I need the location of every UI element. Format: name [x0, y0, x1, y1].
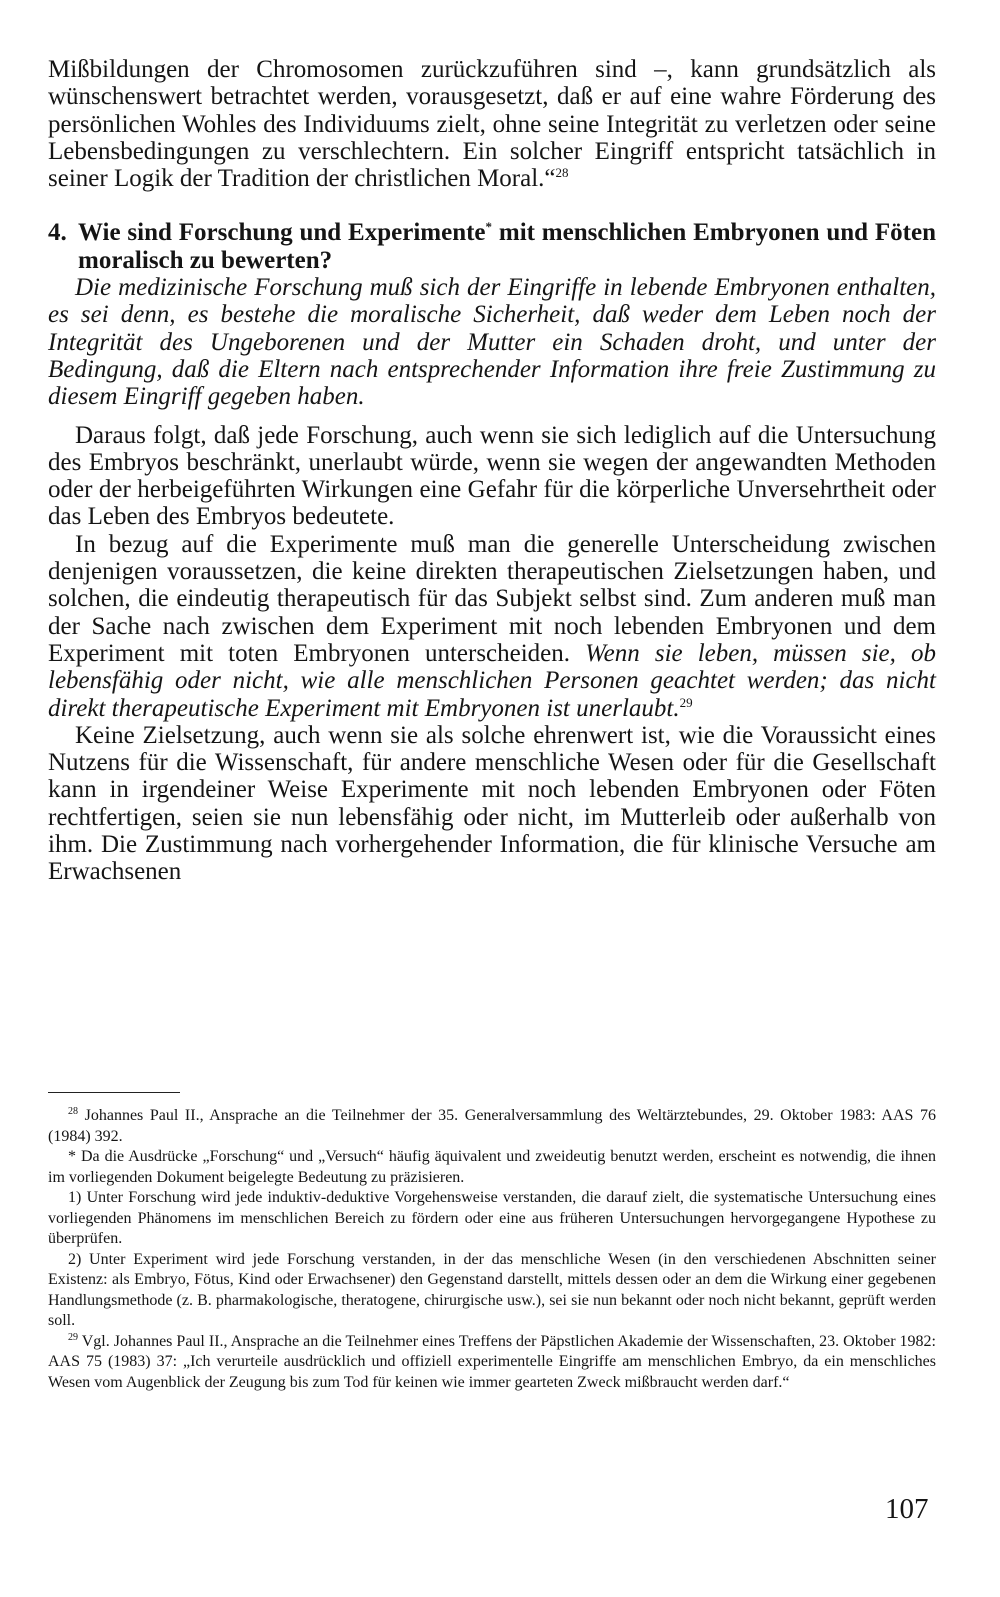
section-heading: [48, 219, 936, 274]
footnote-ref-asterisk[interactable]: *: [485, 219, 493, 235]
footnote-asterisk: * Da die Ausdrücke „Forschung“ und „Versuch“ häufig äquivalent und zweideutig benutzt werden, erscheint es notwendig, die ihnen im vorliegenden Dokument beigelegte Bedeutung zu präzisieren.: [48, 1148, 937, 1186]
footnote-marker: 28: [68, 1106, 78, 1117]
thesis-paragraph: Die medizinische Forschung muß sich der Eingriffe in lebende Embryonen enthalten, es sei denn, es bestehe die moralische Sicherheit, daß weder dem Leben noch der Integrität des Ungeborenen und der Mutter ein Schaden droht, und unter der Bedingung, daß die Eltern nach entsprechender Information ihre freie Zustimmung zu diesem Eingriff gegeben haben.: [48, 274, 936, 411]
page-number: 107: [885, 1493, 929, 1525]
paragraph-2: In bezug auf die Experimente muß man die generelle Unterscheidung zwischen denjenigen voraussetzen, die keine direkten therapeutischen Zielsetzungen haben, und solchen, die eindeutig therapeutisch für das Subjekt selbst sind. Zum anderen muß man der Sache nach zwischen dem Experiment mit noch lebenden Embryonen und dem Experiment mit toten Embryonen unterscheiden. Wenn sie leben, müssen sie, ob lebensfähig oder nicht, wie alle menschlichen Personen geachtet werden; das nicht direkt therapeutische Experiment mit Embryonen ist unerlaubt.$^{29}$: [48, 530, 936, 722]
footnotes: [48, 1106, 936, 1393]
section-number: 4.: [48, 219, 67, 247]
footnote-29: $^{29}$ Vgl. Johannes Paul II., Ansprache an die Teilnehmer eines Treffens der Päpstlichen Akademie der Wissenschaften, 23. Oktober 1982: AAS 75 (1983) 37: „Ich verurteile ausdrücklich und offiziell experimentelle Eingriffe am menschlichen Embryo, da ein menschliches Wesen vom Augenblick der Zeugung bis zum Tod für keinen wie immer gearteten Zweck mißbraucht werden darf.“: [48, 1331, 936, 1391]
footnote-marker: 29: [68, 1331, 78, 1343]
continuation-paragraph: Mißbildungen der Chromosomen zurückzuführen sind –, kann grundsätzlich als wünschenswert betrachtet werden, vorausgesetzt, daß er auf eine wahre Förderung des persönlichen Wohles des Individuums zielt, ohne seine Integrität zu verletzen oder seine Lebensbedingungen zu verschlechtern. Ein solcher Eingriff entspricht tatsächlich in seiner Logik der Tradition der christlichen Moral.“$^{28}$: [48, 56, 936, 193]
footnote-28: $^{28}$ Johannes Paul II., Ansprache an die Teilnehmer der 35. Generalversammlung des Weltärztebundes, 29. Oktober 1983: AAS 76 (1984) 392.: [48, 1106, 937, 1145]
paragraph-3: Keine Zielsetzung, auch wenn sie als solche ehrenwert ist, wie die Voraussicht eines Nutzens für die Wissenschaft, für andere menschliche Wesen oder für die Gesellschaft kann in irgendeiner Weise Experimente mit noch lebenden Embryonen oder Föten rechtfertigen, seien sie nun lebensfähig oder nicht, im Mutterleib oder außerhalb von ihm. Die Zustimmung nach vorhergehender Information, die für klinische Versuche am Erwachsenen: [48, 721, 936, 886]
footnote-ref-29[interactable]: 29: [679, 694, 693, 710]
footnote-definition-1: 1) Unter Forschung wird jede induktiv-deduktive Vorgehensweise verstanden, die darauf zielt, die systematische Untersuchung eines vorliegenden Phänomens im menschlichen Bereich zu fördern oder eine aus früheren Untersuchungen hervorgegangene Hypothese zu überprüfen.: [48, 1189, 936, 1247]
footnote-definition-2: 2) Unter Experiment wird jede Forschung verstanden, in der das menschliche Wesen (in den verschiedenen Abschnitten seiner Existenz: als Embryo, Fötus, Kind oder Erwachsener) den Gegenstand darstellt, mittels dessen oder an dem die Wirkung einer gegebenen Handlungsmethode (z. B. pharmakologische, theratogene, chirurgische usw.), sei sie nun bekannt oder noch nicht bekannt, geprüft werden soll.: [48, 1250, 936, 1329]
main-text: [48, 56, 936, 886]
footnote-divider: [48, 1092, 180, 1093]
section-title: Wie sind Forschung und Experimente* mit menschlichen Embryonen und Föten moralisch zu bewerten?: [78, 219, 936, 274]
footnote-marker: *: [68, 1148, 76, 1165]
italic-passage: Wenn sie leben, müssen sie, ob lebensfähig oder nicht, wie alle menschlichen Personen geachtet werden; das nicht direkt therapeutische Experiment mit Embryonen ist unerlaubt.: [48, 639, 936, 722]
footnote-ref-28[interactable]: 28: [555, 165, 569, 181]
paragraph-1: Daraus folgt, daß jede Forschung, auch wenn sie sich lediglich auf die Untersuchung des Embryos beschränkt, unerlaubt würde, wenn sie wegen der angewandten Methoden oder der herbeigeführten Wirkungen eine Gefahr für die körperliche Unversehrtheit oder das Leben des Embryos bedeutete.: [48, 421, 936, 531]
